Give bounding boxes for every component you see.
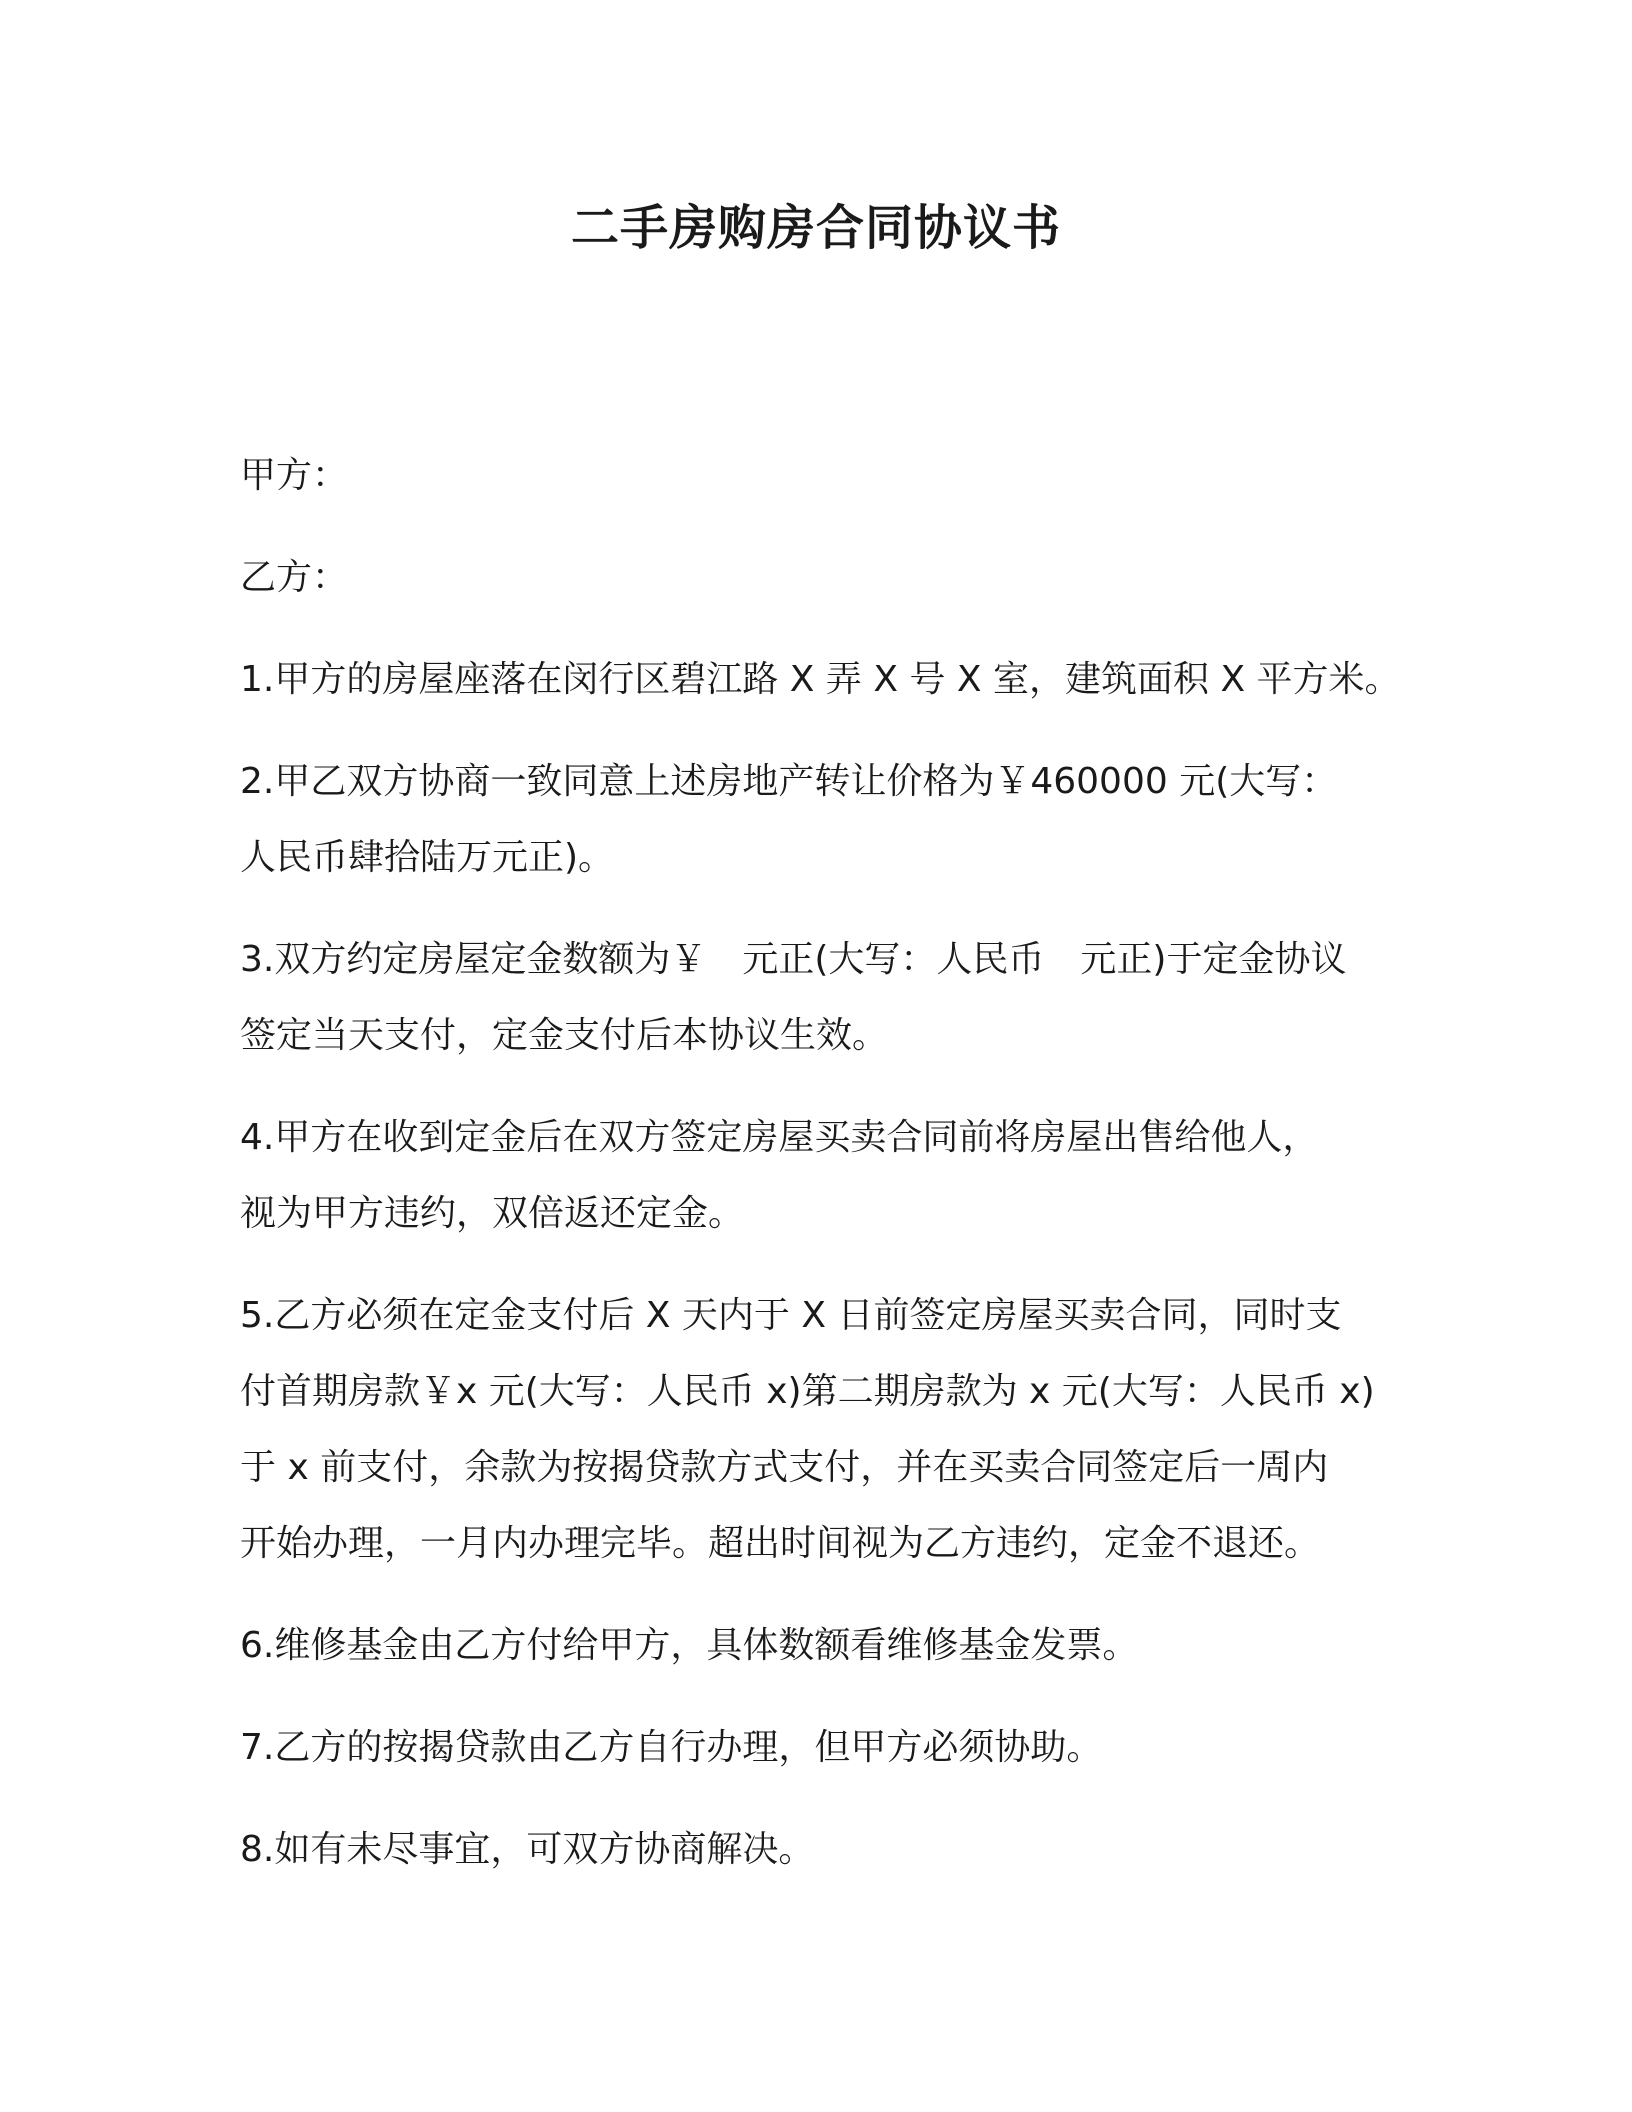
clause-line: 开始办理，一月内办理完毕。超出时间视为乙方违约，定金不退还。	[240, 1523, 1321, 1564]
clause-line: 付首期房款￥x 元(大写：人民币 x)第二期房款为 x 元(大写：人民币 x)	[240, 1371, 1375, 1412]
clause-7	[240, 1710, 1470, 1786]
clause-line: 4.甲方在收到定金后在双方签定房屋买卖合同前将房屋出售给他人，	[240, 1117, 1319, 1158]
document-body	[240, 438, 1470, 1914]
clause-line: 人民币肆拾陆万元正)。	[240, 837, 615, 878]
clause-line: 7.乙方的按揭贷款由乙方自行办理，但甲方必须协助。	[240, 1727, 1103, 1768]
clause-line: 8.如有未尽事宜，可双方协商解决。	[240, 1829, 815, 1870]
clause-line: 于 x 前支付，余款为按揭贷款方式支付，并在买卖合同签定后一周内	[240, 1447, 1329, 1488]
clause-line: 2.甲乙双方协商一致同意上述房地产转让价格为￥460000 元(大写：	[240, 761, 1338, 802]
clause-line: 3.双方约定房屋定金数额为￥ 元正(大写：人民币 元正)于定金协议	[240, 939, 1347, 980]
document-title: 二手房购房合同协议书	[570, 200, 1061, 256]
party-b-label: 乙方：	[240, 557, 349, 598]
party-a-label: 甲方：	[240, 455, 349, 496]
clause-8	[240, 1812, 1470, 1888]
clause-4	[240, 1100, 1470, 1252]
clause-line: 6.维修基金由乙方付给甲方，具体数额看维修基金发票。	[240, 1625, 1139, 1666]
clause-6	[240, 1608, 1470, 1684]
clause-2	[240, 744, 1470, 896]
clause-line: 1.甲方的房屋座落在闵行区碧江路 X 弄 X 号 X 室，建筑面积 X 平方米。	[240, 659, 1401, 700]
clause-line: 签定当天支付，定金支付后本协议生效。	[240, 1015, 889, 1056]
clause-line: 5.乙方必须在定金支付后 X 天内于 X 日前签定房屋买卖合同，同时支	[240, 1295, 1342, 1336]
clause-3	[240, 922, 1470, 1074]
clause-5	[240, 1278, 1470, 1582]
clause-line: 视为甲方违约，双倍返还定金。	[240, 1193, 745, 1234]
clause-1	[240, 642, 1470, 718]
